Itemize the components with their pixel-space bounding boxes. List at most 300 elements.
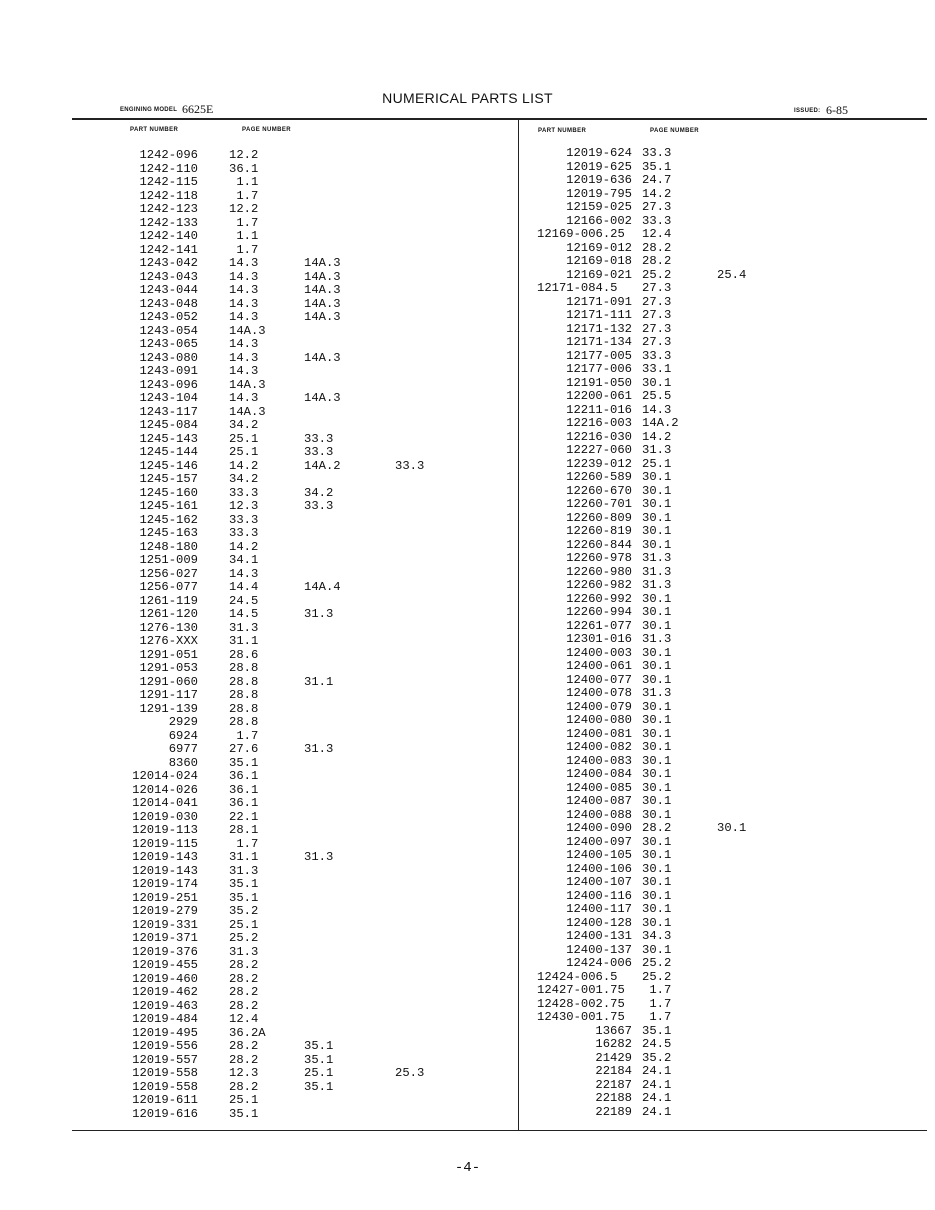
part-number: 12400-081	[566, 726, 632, 741]
left-row	[0, 703, 518, 717]
part-number: 12428-002.75	[537, 996, 625, 1011]
part-number: 12260-994	[566, 605, 632, 619]
part-number: 12400-077	[566, 672, 632, 687]
part-number: 1261-119	[139, 593, 198, 608]
page-number-ref: 35.1	[229, 877, 259, 891]
model-label: ENGINING MODEL	[120, 107, 178, 113]
page-number-ref: 25.1	[229, 445, 259, 459]
page-number-ref: 31.3	[229, 620, 259, 635]
part-number: 12239-012	[566, 456, 632, 471]
page-number-ref: 36.2A	[229, 1025, 266, 1040]
page-number-ref: 12.3	[229, 499, 259, 513]
page-number-ref: 28.2	[642, 821, 672, 835]
left-row	[0, 257, 518, 271]
part-number: 12260-844	[566, 537, 632, 552]
part-number: 12166-002	[566, 213, 632, 228]
page-number-ref: 28.2	[229, 1052, 259, 1067]
part-number: 6924	[168, 728, 198, 743]
part-number: 1256-077	[139, 580, 198, 594]
part-number: 12424-006.5	[537, 969, 618, 984]
left-row	[0, 514, 518, 528]
part-number: 12177-006	[566, 362, 632, 376]
part-number: 12019-174	[132, 877, 198, 891]
footer-rule	[72, 1130, 927, 1131]
left-row	[0, 217, 518, 231]
part-number: 12177-005	[566, 348, 632, 363]
right-row	[519, 674, 935, 688]
page-number-ref: 14A.3	[229, 377, 266, 392]
right-row	[519, 836, 935, 850]
part-number: 1245-143	[139, 431, 198, 446]
part-number: 1242-140	[139, 229, 198, 243]
left-row	[0, 757, 518, 771]
part-number: 6977	[168, 742, 198, 756]
right-row	[519, 1106, 935, 1120]
part-number: 12400-131	[566, 929, 632, 943]
page-number-ref: 28.2	[642, 240, 672, 255]
page-number-ref-extra: 30.1	[717, 821, 747, 835]
left-row	[0, 959, 518, 973]
page-number-ref: 14.3	[229, 310, 259, 324]
left-row	[0, 271, 518, 285]
page-number-ref: 36.1	[229, 782, 259, 797]
part-number: 22187	[595, 1077, 632, 1092]
right-parts-list	[519, 147, 935, 1119]
part-number: 12260-992	[566, 591, 632, 606]
page-number-ref: 31.3	[642, 632, 672, 646]
page-number-ref: 30.1	[642, 483, 672, 498]
part-number: 12227-060	[566, 443, 632, 457]
left-row	[0, 500, 518, 514]
part-number: 1291-053	[139, 661, 198, 675]
part-number: 12019-331	[132, 917, 198, 932]
page-number-ref: 33.3	[229, 526, 259, 540]
part-number: 12400-084	[566, 767, 632, 781]
part-number: 12169-006.25	[537, 227, 625, 241]
part-number: 12019-795	[566, 186, 632, 201]
page-number-ref: 14.3	[229, 566, 259, 581]
right-row	[519, 552, 935, 566]
part-number: 12019-030	[132, 809, 198, 824]
page-number-ref: 31.1	[229, 634, 259, 648]
page-number-ref: 14.3	[229, 364, 259, 378]
part-number: 1243-091	[139, 364, 198, 378]
left-row	[0, 190, 518, 204]
part-number: 1243-052	[139, 310, 198, 324]
part-number: 12260-819	[566, 524, 632, 538]
page-number-ref: 27.3	[642, 335, 672, 349]
part-number: 12019-616	[132, 1106, 198, 1121]
part-number: 12400-087	[566, 794, 632, 808]
right-row	[519, 917, 935, 931]
page-number-ref-extra: 14A.3	[304, 283, 341, 297]
part-number: 12427-001.75	[537, 983, 625, 997]
page-number-ref: 31.3	[642, 564, 672, 579]
page-number-ref: 14.3	[229, 256, 259, 270]
part-number: 12171-111	[566, 308, 632, 322]
page-number-ref: 30.1	[642, 753, 672, 768]
page-number-ref-extra: 31.1	[304, 674, 334, 689]
part-number: 12019-279	[132, 904, 198, 918]
left-row	[0, 865, 518, 879]
part-number: 12260-670	[566, 483, 632, 498]
part-number: 1242-133	[139, 215, 198, 230]
part-number: 1243-043	[139, 269, 198, 284]
part-number: 12014-026	[132, 782, 198, 797]
left-row	[0, 163, 518, 177]
right-row	[519, 161, 935, 175]
page-number-ref: 30.1	[642, 605, 672, 619]
part-number: 1276-130	[139, 620, 198, 635]
right-row	[519, 768, 935, 782]
part-number: 12019-495	[132, 1025, 198, 1040]
left-row	[0, 487, 518, 501]
page-number-ref: 36.1	[229, 769, 259, 783]
page-number-ref: 28.8	[229, 661, 259, 675]
part-number: 12400-078	[566, 686, 632, 700]
page-number-ref: 34.2	[229, 472, 259, 486]
page-number-ref: 33.3	[229, 512, 259, 527]
part-number: 12400-128	[566, 915, 632, 930]
left-row	[0, 379, 518, 393]
part-number: 12260-980	[566, 564, 632, 579]
right-row	[519, 579, 935, 593]
page-number-ref: 33.3	[642, 213, 672, 228]
right-row	[519, 714, 935, 728]
page-number-ref: 30.1	[642, 375, 672, 390]
page-number-ref: 25.1	[229, 1093, 259, 1107]
part-number: 1243-104	[139, 391, 198, 405]
right-row	[519, 863, 935, 877]
page-number-ref: 30.1	[642, 699, 672, 714]
left-row	[0, 419, 518, 433]
page-number-ref: 1.1	[229, 175, 259, 189]
part-number: 1245-162	[139, 512, 198, 527]
right-row	[519, 525, 935, 539]
page-number-ref-extra: 31.3	[304, 742, 334, 756]
page-number-ref: 33.3	[229, 485, 259, 500]
left-row	[0, 932, 518, 946]
part-number: 12211-016	[566, 402, 632, 417]
page-number-ref: 30.1	[642, 524, 672, 538]
part-number: 12424-006	[566, 956, 632, 970]
page-number-ref-extra: 35.1	[304, 1052, 334, 1067]
right-row	[519, 633, 935, 647]
left-row	[0, 284, 518, 298]
part-number: 8360	[168, 755, 198, 770]
page-number-ref: 14A.3	[229, 404, 266, 419]
page-number-ref: 35.1	[642, 1023, 672, 1038]
part-number: 12260-809	[566, 510, 632, 525]
left-row	[0, 608, 518, 622]
right-row	[519, 822, 935, 836]
part-number: 12019-455	[132, 958, 198, 972]
right-row	[519, 741, 935, 755]
part-number: 12171-132	[566, 321, 632, 336]
left-row	[0, 1000, 518, 1014]
right-row	[519, 228, 935, 242]
part-number: 1242-123	[139, 202, 198, 216]
page-number-ref: 12.2	[229, 148, 259, 162]
part-number: 13667	[595, 1023, 632, 1038]
page-number-ref: 1.7	[229, 242, 259, 257]
page-number-ref: 35.1	[229, 1106, 259, 1121]
page-number-ref: 31.3	[642, 578, 672, 592]
left-row	[0, 716, 518, 730]
page-number-ref: 33.1	[642, 362, 672, 376]
right-row	[519, 809, 935, 823]
part-number: 1242-096	[139, 148, 198, 162]
left-part-number-header: PART NUMBER	[130, 127, 179, 133]
page-number-ref-extra: 14A.3	[304, 296, 341, 311]
model-value: 6625E	[182, 102, 214, 116]
page-number-ref-extra: 34.2	[304, 485, 334, 500]
page-number-ref: 1.7	[642, 983, 672, 997]
right-row	[519, 890, 935, 904]
page-number-ref: 30.1	[642, 497, 672, 511]
left-row	[0, 433, 518, 447]
page-number-ref: 12.3	[229, 1066, 259, 1080]
part-number: 12019-611	[132, 1093, 198, 1107]
part-number: 22189	[595, 1104, 632, 1119]
page-number-ref-extra: 14A.3	[304, 310, 341, 324]
page-number-ref: 36.1	[229, 161, 259, 176]
page-number-ref: 35.2	[229, 904, 259, 918]
left-row	[0, 1108, 518, 1122]
page-number-ref-extra: 33.3	[395, 458, 425, 473]
page-number-ref-extra: 33.3	[304, 445, 334, 459]
part-number: 22188	[595, 1091, 632, 1105]
left-row	[0, 473, 518, 487]
page-number-ref: 14A.2	[642, 416, 679, 430]
part-number: 1243-096	[139, 377, 198, 392]
page-number-ref: 24.1	[642, 1064, 672, 1078]
page-number-ref: 30.1	[642, 767, 672, 781]
part-number: 1291-051	[139, 647, 198, 662]
right-row	[519, 309, 935, 323]
page-number-ref: 30.1	[642, 780, 672, 795]
left-row	[0, 743, 518, 757]
part-number: 12191-050	[566, 375, 632, 390]
page-number-ref: 34.2	[229, 418, 259, 432]
left-row	[0, 460, 518, 474]
left-row	[0, 635, 518, 649]
left-row	[0, 325, 518, 339]
part-number: 12400-107	[566, 875, 632, 889]
left-row	[0, 541, 518, 555]
page-number-ref: 28.8	[229, 688, 259, 702]
page-number-ref: 14.2	[642, 186, 672, 201]
part-number: 12400-085	[566, 780, 632, 795]
part-number: 1245-160	[139, 485, 198, 500]
right-row	[519, 539, 935, 553]
page-number-ref: 31.3	[642, 686, 672, 700]
page-number-ref-extra: 35.1	[304, 1079, 334, 1094]
part-number: 12019-376	[132, 944, 198, 959]
part-number: 12171-134	[566, 335, 632, 349]
page-number-ref: 27.3	[642, 321, 672, 336]
part-number: 1243-042	[139, 256, 198, 270]
part-number: 12014-024	[132, 769, 198, 783]
left-row	[0, 230, 518, 244]
right-row	[519, 188, 935, 202]
part-number: 12400-080	[566, 713, 632, 727]
page-number-ref: 1.7	[229, 836, 259, 851]
part-number: 1291-117	[139, 688, 198, 702]
part-number: 1243-048	[139, 296, 198, 311]
page-number-ref: 14.5	[229, 607, 259, 621]
left-row	[0, 676, 518, 690]
left-row	[0, 203, 518, 217]
part-number: 12400-116	[566, 888, 632, 903]
page-number-ref: 27.3	[642, 308, 672, 322]
page-number-ref: 25.1	[229, 431, 259, 446]
part-number: 12216-003	[566, 416, 632, 430]
page-number-ref-extra: 35.1	[304, 1039, 334, 1053]
part-number: 12019-251	[132, 890, 198, 905]
page-number-ref: 25.2	[642, 969, 672, 984]
page-number-ref: 30.1	[642, 942, 672, 957]
part-number: 12019-484	[132, 1012, 198, 1026]
page-number-ref: 34.3	[642, 929, 672, 943]
part-number: 12400-003	[566, 645, 632, 660]
part-number: 12400-088	[566, 807, 632, 822]
part-number: 12400-082	[566, 740, 632, 754]
page-number-ref: 12.2	[229, 202, 259, 216]
left-row	[0, 892, 518, 906]
right-row	[519, 174, 935, 188]
right-row	[519, 782, 935, 796]
part-number: 1243-080	[139, 350, 198, 365]
right-row	[519, 593, 935, 607]
page-number-ref: 14.3	[229, 296, 259, 311]
page-number-ref: 24.1	[642, 1104, 672, 1119]
page-number-ref: 28.2	[229, 985, 259, 999]
left-row	[0, 1040, 518, 1054]
page-number-ref: 14.2	[229, 458, 259, 473]
part-number: 12019-113	[132, 823, 198, 837]
page-number-ref: 34.1	[229, 553, 259, 567]
page-number-ref: 28.6	[229, 647, 259, 662]
right-row	[519, 795, 935, 809]
page-number-ref: 28.2	[229, 958, 259, 972]
page-number-ref: 12.4	[229, 1012, 259, 1026]
right-row	[519, 1052, 935, 1066]
right-row	[519, 998, 935, 1012]
page-number-ref-extra: 25.4	[717, 267, 747, 282]
part-number: 1245-161	[139, 499, 198, 513]
page-number-ref: 35.2	[642, 1050, 672, 1065]
page-number-ref: 30.1	[642, 888, 672, 903]
part-number: 1245-084	[139, 418, 198, 432]
right-row	[519, 444, 935, 458]
part-number: 1248-180	[139, 539, 198, 554]
page-number-ref: 35.1	[229, 755, 259, 770]
left-row	[0, 851, 518, 865]
right-row	[519, 566, 935, 580]
right-row	[519, 876, 935, 890]
page-number-ref: 1.7	[642, 996, 672, 1011]
part-number: 12261-077	[566, 618, 632, 633]
right-row	[519, 957, 935, 971]
part-number: 12216-030	[566, 429, 632, 444]
part-number: 12400-137	[566, 942, 632, 957]
right-row	[519, 755, 935, 769]
left-row	[0, 568, 518, 582]
page-number-ref: 24.7	[642, 173, 672, 187]
right-row	[519, 930, 935, 944]
part-number: 12019-636	[566, 173, 632, 187]
left-row	[0, 581, 518, 595]
page-number-ref: 30.1	[642, 537, 672, 552]
page-number-ref: 14.2	[229, 539, 259, 554]
left-row	[0, 838, 518, 852]
right-row	[519, 255, 935, 269]
issued-label: ISSUED:	[794, 108, 821, 114]
page-number-ref: 35.1	[229, 890, 259, 905]
left-row	[0, 406, 518, 420]
page-number-ref: 33.3	[642, 348, 672, 363]
page-number-ref: 28.8	[229, 715, 259, 729]
part-number: 12019-460	[132, 971, 198, 986]
page-number-ref: 14.3	[229, 337, 259, 351]
left-row	[0, 1054, 518, 1068]
part-number: 1243-054	[139, 323, 198, 338]
page-number-ref: 14.2	[642, 429, 672, 444]
page-number-ref: 30.1	[642, 470, 672, 484]
header-rule	[72, 118, 927, 120]
page-number-ref: 31.3	[229, 944, 259, 959]
right-row	[519, 687, 935, 701]
right-row	[519, 944, 935, 958]
page-number-ref: 1.1	[229, 229, 259, 243]
page-number-ref-extra: 25.3	[395, 1066, 425, 1080]
right-row	[519, 417, 935, 431]
page-number-ref: 30.1	[642, 875, 672, 889]
page-number-ref: 31.1	[229, 850, 259, 864]
part-number: 12400-083	[566, 753, 632, 768]
page-number-ref: 25.5	[642, 389, 672, 403]
left-row	[0, 811, 518, 825]
part-number: 1242-115	[139, 175, 198, 189]
page-number-ref: 30.1	[642, 740, 672, 754]
part-number: 2929	[168, 715, 198, 729]
page-number-ref: 22.1	[229, 809, 259, 824]
right-row	[519, 458, 935, 472]
left-row	[0, 338, 518, 352]
page-number: -4-	[454, 1160, 481, 1176]
page-number-ref: 31.3	[642, 443, 672, 457]
right-row	[519, 485, 935, 499]
page-number-ref: 25.1	[229, 917, 259, 932]
right-row	[519, 620, 935, 634]
left-row	[0, 662, 518, 676]
page-number-ref: 1.7	[229, 188, 259, 203]
page-number-ref: 28.2	[229, 971, 259, 986]
page-number-ref: 14.3	[229, 350, 259, 365]
part-number: 1251-009	[139, 553, 198, 567]
right-row	[519, 431, 935, 445]
right-part-number-header: PART NUMBER	[538, 128, 587, 134]
part-number: 12019-371	[132, 931, 198, 945]
right-row	[519, 1079, 935, 1093]
right-row	[519, 350, 935, 364]
right-row	[519, 701, 935, 715]
right-row	[519, 660, 935, 674]
part-number: 12200-061	[566, 389, 632, 403]
right-row	[519, 512, 935, 526]
left-row	[0, 797, 518, 811]
